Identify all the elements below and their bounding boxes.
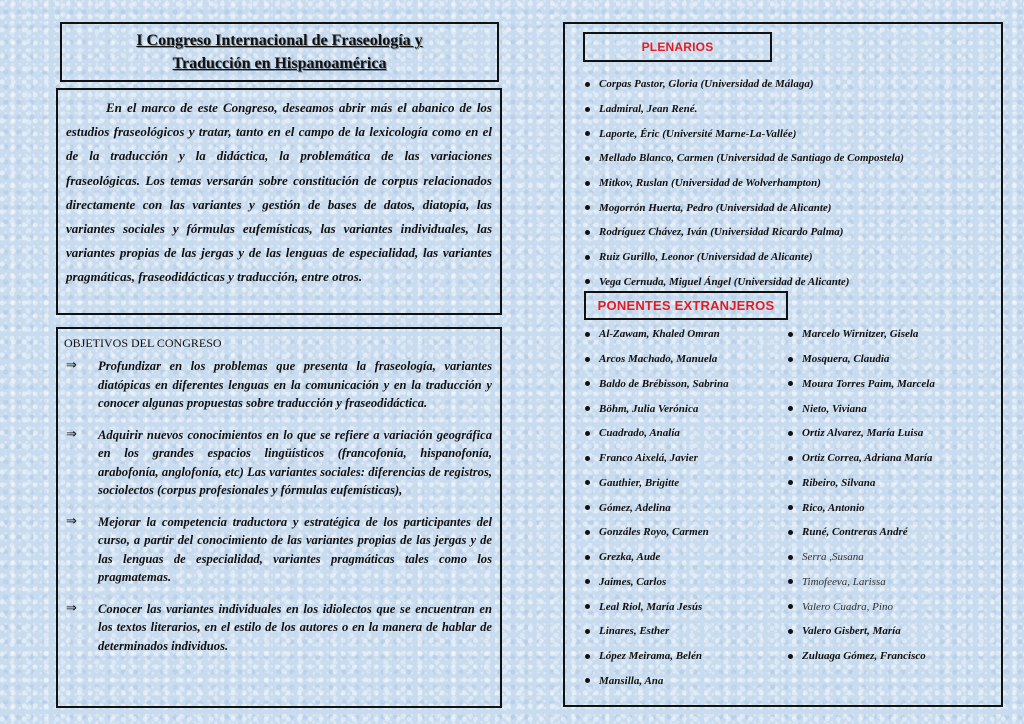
speaker-name: Corpas Pastor, Gloria (Universidad de Málaga) (599, 78, 814, 91)
bullet-icon (585, 205, 590, 210)
plenarios-label: PLENARIOS (583, 32, 772, 62)
bullet-icon (788, 530, 793, 535)
list-item (585, 421, 729, 446)
bullet-icon (585, 279, 590, 284)
bullet-icon (585, 131, 590, 136)
bullet-icon (788, 456, 793, 461)
bullet-icon (788, 480, 793, 485)
speaker-name: Gómez, Adelina (599, 501, 671, 514)
bullet-icon (788, 431, 793, 436)
arrow-icon: ⇒ (66, 513, 77, 529)
list-item (585, 97, 904, 122)
speaker-name: Serra ,Susana (802, 551, 864, 564)
bullet-icon (585, 431, 590, 436)
bullet-icon (585, 357, 590, 362)
bullet-icon (788, 505, 793, 510)
list-item (585, 570, 729, 595)
bullet-icon (788, 579, 793, 584)
bullet-icon (585, 381, 590, 386)
speaker-name: Runé, Contreras André (802, 526, 908, 539)
bullet-icon (585, 181, 590, 186)
bullet-icon (585, 156, 590, 161)
list-item (788, 471, 935, 496)
list-item (585, 121, 904, 146)
speaker-name: Nieto, Viviana (802, 402, 867, 415)
list-item (585, 594, 729, 619)
list-item (788, 619, 935, 644)
speaker-name: Baldo de Brébisson, Sabrina (599, 377, 729, 390)
bullet-icon (585, 406, 590, 411)
bullet-icon (585, 505, 590, 510)
objective-item (64, 600, 492, 656)
list-item (585, 644, 729, 669)
bullet-icon (585, 604, 590, 609)
arrow-icon: ⇒ (66, 358, 77, 373)
speaker-name: Böhm, Julia Verónica (599, 402, 699, 415)
speaker-name: Mogorrón Huerta, Pedro (Universidad de Alicante) (599, 201, 832, 214)
list-item (788, 495, 935, 520)
objective-item (64, 513, 492, 587)
speaker-name: Rico, Antonio (802, 501, 865, 514)
objective-text: Profundizar en los problemas que presenta la fraseología, variantes diatópicas en diferentes lenguas en la comunicación y en la traducción y conocer algunas propuestas sobre traducción y fraseodidáctica. (98, 359, 492, 410)
objective-text: Conocer las variantes individuales en los idiolectos que se encuentran en los textos literarios, en el estilo de los autores o en la manera de hablar de determinados individuos. (98, 601, 492, 653)
bullet-icon (585, 678, 590, 683)
ponentes-list-col2 (788, 322, 935, 669)
speaker-name: Moura Torres Paim, Marcela (802, 377, 935, 390)
plenarios-list (585, 72, 904, 294)
list-item (585, 372, 729, 397)
list-item (788, 520, 935, 545)
list-item (585, 446, 729, 471)
objective-text: Mejorar la competencia traductora y estratégica de los participantes del curso, a partir del conocimiento de las variantes propias de las jergas y de las lenguas de especialidad, variantes pragmáticas tales como los pragmatemas. (98, 514, 492, 584)
speaker-name: Linares, Esther (599, 625, 670, 638)
bullet-icon (585, 230, 590, 235)
ponentes-label: PONENTES EXTRANJEROS (584, 291, 788, 320)
bullet-icon (788, 629, 793, 634)
speaker-name: Ladmiral, Jean René. (599, 103, 698, 116)
speaker-name: Leal Riol, María Jesús (599, 600, 703, 613)
bullet-icon (585, 555, 590, 560)
speaker-name: Ortiz Alvarez, María Luisa (802, 427, 924, 440)
bullet-icon (585, 255, 590, 260)
list-item (585, 520, 729, 545)
list-item (788, 396, 935, 421)
bullet-icon (788, 654, 793, 659)
speaker-name: Ribeiro, Silvana (802, 476, 876, 489)
page-title: I Congreso Internacional de Fraseología y Traducción en Hispanoamérica (136, 32, 423, 72)
speaker-name: Timofeeva, Larissa (802, 575, 886, 588)
speaker-name: Laporte, Éric (Université Marne-La-Vallée) (599, 127, 797, 140)
list-item (585, 72, 904, 97)
intro-paragraph: En el marco de este Congreso, deseamos abrir más el abanico de los estudios fraseológicos y tratar, tanto en el campo de la lexicología como en el de la traducción y la didáctica, la problemática de las variaciones fraseológicas. Los temas versarán sobre constitución de corpus relacionados directamente con las variantes y gestión de bases de datos, diatopía, las variantes sociales y fórmulas eufemísticas, las variantes individuales, las variantes propias de las jergas y de las lenguas de especialidad, las variantes pragmáticas, fraseodidácticas y traducción, entre otros. (66, 100, 492, 285)
speaker-name: Cuadrado, Analía (599, 427, 680, 440)
bullet-icon (585, 530, 590, 535)
speaker-name: López Meirama, Belén (599, 650, 702, 663)
arrow-icon: ⇒ (66, 600, 77, 616)
list-item (788, 421, 935, 446)
speaker-name: Franco Aixelá, Javier (599, 452, 698, 465)
title-box (60, 22, 499, 82)
list-item (585, 669, 729, 694)
speaker-name: Gauthier, Brigitte (599, 476, 680, 489)
speaker-name: Mosquera, Claudia (802, 353, 890, 366)
bullet-icon (585, 82, 590, 87)
objective-text: Adquirir nuevos conocimientos en lo que se refiere a variación geográfica en los grandes espacios lingüísticos (francofonía, hispanofonía, arabofonía, anglofonía, etc) Las variantes sociales: diferencias de registros, sociolectos (corpus profesionales y fórmulas eufemísticas), (98, 427, 492, 497)
speaker-name: Arcos Machado, Manuela (599, 353, 718, 366)
list-item (585, 619, 729, 644)
list-item (788, 594, 935, 619)
bullet-icon (585, 629, 590, 634)
speaker-name: Valero Cuadra, Pino (802, 600, 893, 613)
speaker-name: Valero Gisbert, María (802, 625, 901, 638)
list-item (788, 322, 935, 347)
bullet-icon (788, 604, 793, 609)
speaker-name: Al-Zawam, Khaled Omran (599, 328, 720, 341)
bullet-icon (788, 332, 793, 337)
list-item (585, 545, 729, 570)
ponentes-list-col1 (585, 322, 729, 693)
list-item (585, 171, 904, 196)
list-item (585, 195, 904, 220)
list-item (788, 446, 935, 471)
bullet-icon (585, 332, 590, 337)
bullet-icon (788, 357, 793, 362)
speaker-name: Jaimes, Carlos (599, 575, 667, 588)
speaker-name: Ruiz Gurillo, Leonor (Universidad de Alicante) (599, 251, 813, 264)
arrow-icon: ⇒ (66, 426, 77, 442)
list-item (788, 372, 935, 397)
objectives-heading: OBJETIVOS DEL CONGRESO (64, 336, 222, 350)
list-item (585, 245, 904, 270)
speaker-name: Gonzáles Royo, Carmen (599, 526, 709, 539)
speaker-name: Vega Cernuda, Miguel Ángel (Universidad de Alicante) (599, 275, 850, 288)
list-item (788, 545, 935, 570)
list-item (585, 471, 729, 496)
list-item (585, 146, 904, 171)
bullet-icon (585, 579, 590, 584)
speaker-name: Grezka, Aude (599, 551, 661, 564)
objective-item (64, 357, 492, 413)
intro-box (56, 88, 502, 315)
speaker-name: Mellado Blanco, Carmen (Universidad de Santiago de Compostela) (599, 152, 904, 165)
speaker-name: Rodríguez Chávez, Iván (Universidad Ricardo Palma) (599, 226, 844, 239)
bullet-icon (585, 480, 590, 485)
list-item (788, 347, 935, 372)
bullet-icon (585, 456, 590, 461)
list-item (585, 220, 904, 245)
bullet-icon (788, 406, 793, 411)
list-item (788, 644, 935, 669)
bullet-icon (788, 381, 793, 386)
speaker-name: Mitkov, Ruslan (Universidad de Wolverhampton) (599, 177, 821, 190)
bullet-icon (585, 107, 590, 112)
speaker-name: Mansilla, Ana (599, 674, 664, 687)
speaker-name: Marcelo Wirnitzer, Gisela (802, 328, 919, 341)
list-item (585, 347, 729, 372)
list-item (788, 570, 935, 595)
list-item (585, 322, 729, 347)
list-item (585, 495, 729, 520)
list-item (585, 396, 729, 421)
bullet-icon (788, 555, 793, 560)
objectives-box (56, 327, 502, 708)
speaker-name: Zuluaga Gómez, Francisco (802, 650, 926, 663)
objective-item (64, 426, 492, 500)
speaker-name: Ortiz Correa, Adriana María (802, 452, 933, 465)
bullet-icon (585, 654, 590, 659)
